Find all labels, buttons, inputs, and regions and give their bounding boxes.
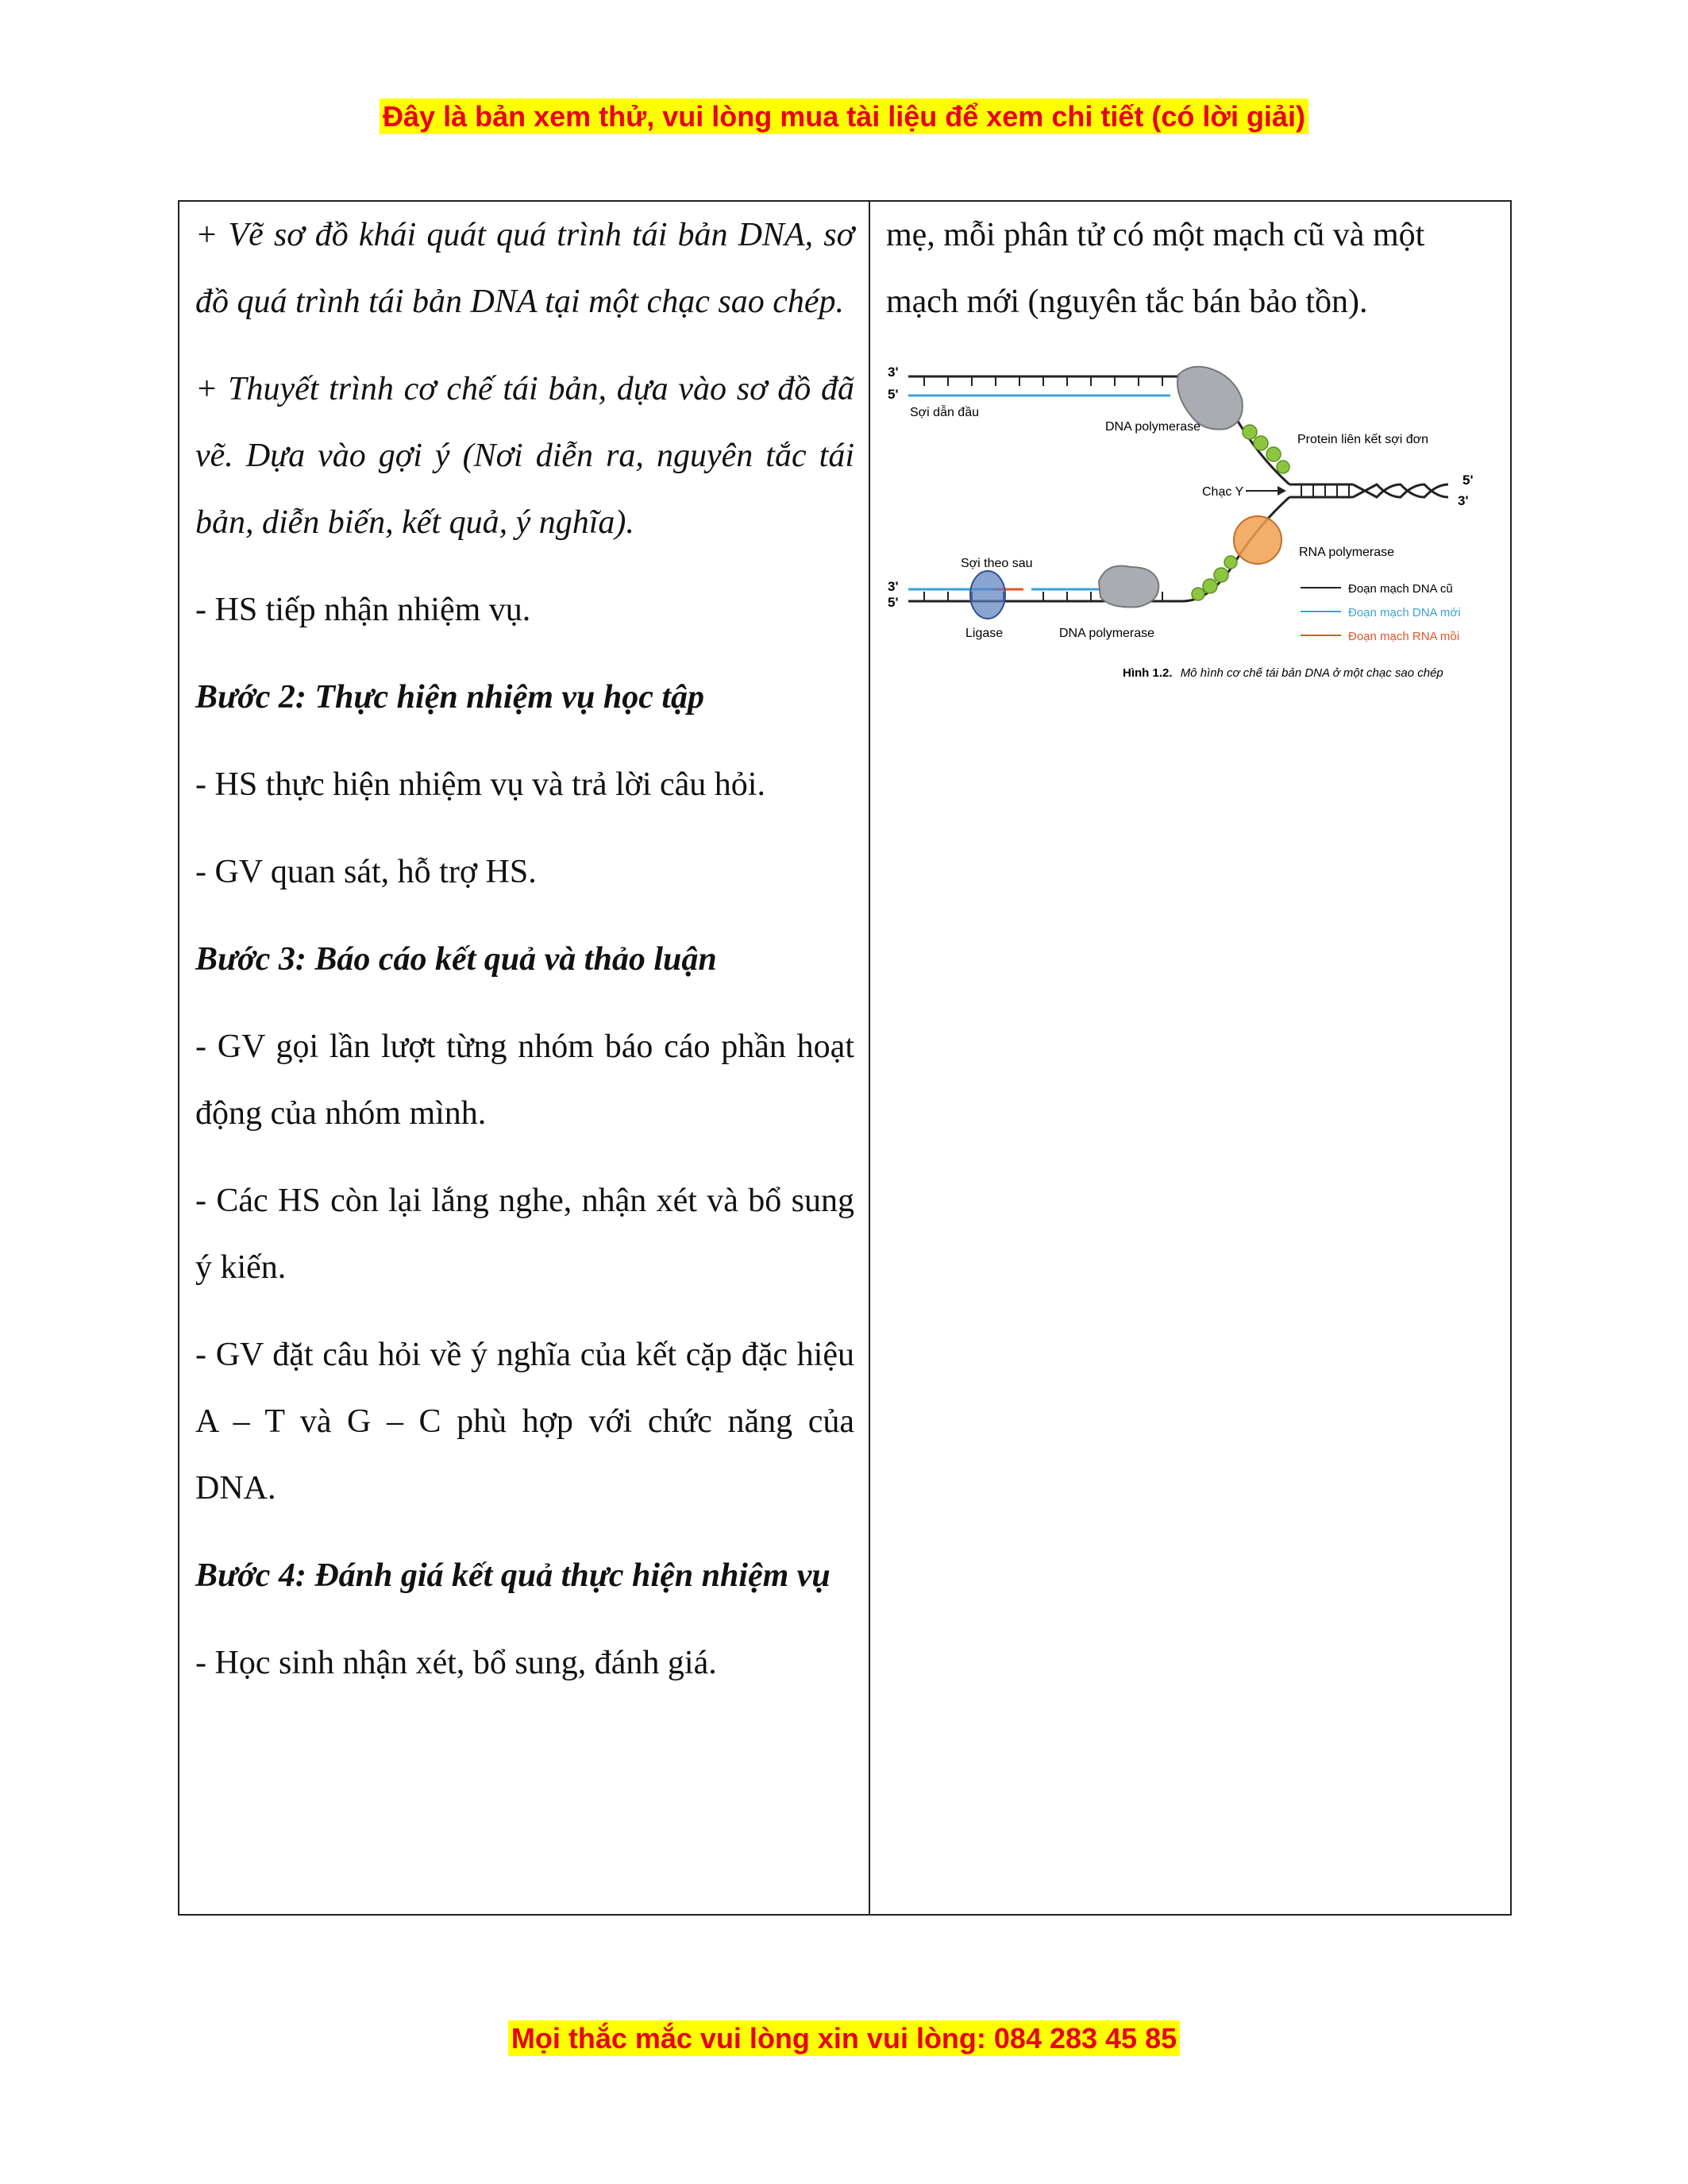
step3-line2: - Các HS còn lại lắng nghe, nhận xét và bổ sung ý kiến. bbox=[195, 1183, 854, 1286]
label-5-right: 5' bbox=[1463, 473, 1474, 488]
left-column bbox=[195, 202, 854, 1717]
label-ligase: Ligase bbox=[965, 627, 1004, 640]
step4-title: Bước 4: Đánh giá kết quả thực hiện nhiệm vụ bbox=[195, 1557, 831, 1594]
label-leading: Sợi dẫn đầu bbox=[910, 406, 979, 419]
step3-line3: - GV đặt câu hỏi về ý nghĩa của kết cặp đặc hiệu A – T và G – C phù hợp với chức năng của DNA. bbox=[195, 1337, 854, 1507]
right-column bbox=[886, 202, 1497, 356]
fork-duplex-rungs bbox=[1301, 484, 1349, 497]
step2-line1: - HS thực hiện nhiệm vụ và trả lời câu hỏi. bbox=[195, 766, 765, 803]
dna-polymerase-bottom bbox=[1099, 565, 1158, 607]
top-old-ticks bbox=[924, 376, 1162, 386]
step4-line1: - Học sinh nhận xét, bổ sung, đánh giá. bbox=[195, 1645, 717, 1681]
semi-conservative-text: mẹ, mỗi phân tử có một mạch cũ và một mạch mới (nguyên tắc bán bảo tồn). bbox=[886, 217, 1425, 320]
rna-polymerase-enzyme bbox=[1234, 516, 1281, 564]
step2-title: Bước 2: Thực hiện nhiệm vụ học tập bbox=[195, 679, 705, 716]
legend-new-label: Đoạn mạch DNA mới bbox=[1348, 606, 1461, 619]
label-fork: Chạc Y bbox=[1202, 485, 1244, 499]
task-draw: + Vẽ sơ đồ khái quát quá trình tái bản DNA, sơ đồ quá trình tái bản DNA tại một chạc sao chép. bbox=[195, 217, 854, 320]
ligase-enzyme bbox=[970, 571, 1005, 619]
column-divider bbox=[869, 202, 870, 1914]
figure-caption bbox=[1123, 666, 1443, 680]
caption-text: Mô hình cơ chế tái bản DNA ở một chạc sao chép bbox=[1180, 666, 1443, 680]
label-dna-pol-bottom: DNA polymerase bbox=[1059, 627, 1155, 640]
fork-pointer-head bbox=[1278, 486, 1286, 496]
ssb-proteins-bottom bbox=[1192, 556, 1237, 600]
label-dna-pol-top: DNA polymerase bbox=[1105, 420, 1201, 434]
contact-footer-text: Mọi thắc mắc vui lòng xin vui lòng: 084 283 45 85 bbox=[508, 2020, 1180, 2056]
receive-task: - HS tiếp nhận nhiệm vụ. bbox=[195, 592, 531, 628]
label-3-top: 3' bbox=[888, 365, 899, 380]
preview-notice-text: Đây là bản xem thử, vui lòng mua tài liệu để xem chi tiết (có lời giải) bbox=[380, 98, 1308, 134]
label-rna-pol: RNA polymerase bbox=[1299, 546, 1395, 559]
preview-notice bbox=[0, 100, 1688, 133]
step3-title: Bước 3: Báo cáo kết quả và thảo luận bbox=[195, 941, 717, 978]
label-3-right: 3' bbox=[1458, 493, 1469, 508]
caption-number: Hình 1.2. bbox=[1123, 666, 1173, 680]
label-lagging: Sợi theo sau bbox=[961, 557, 1033, 570]
replication-fork-diagram bbox=[884, 359, 1496, 693]
legend-old-label: Đoạn mạch DNA cũ bbox=[1348, 582, 1453, 596]
legend-rna-label: Đoạn mạch RNA mồi bbox=[1348, 630, 1460, 643]
step2-line2: - GV quan sát, hỗ trợ HS. bbox=[195, 854, 537, 890]
dna-replication-figure bbox=[884, 359, 1496, 693]
contact-footer bbox=[0, 2022, 1688, 2055]
label-ssb: Protein liên kết sợi đơn bbox=[1297, 433, 1429, 446]
label-3-bottom: 3' bbox=[888, 579, 899, 594]
task-present: + Thuyết trình cơ chế tái bản, dựa vào sơ đồ đã vẽ. Dựa vào gợi ý (Nơi diễn ra, nguyên tắc tái bản, diễn biến, kết quả, ý nghĩa). bbox=[195, 371, 854, 541]
step3-line1: - GV gọi lần lượt từng nhóm báo cáo phần hoạt động của nhóm mình. bbox=[195, 1028, 854, 1132]
ssb-proteins-top bbox=[1243, 425, 1289, 473]
double-helix-b bbox=[1353, 484, 1448, 497]
label-5-top: 5' bbox=[888, 387, 899, 402]
label-5-bottom: 5' bbox=[888, 595, 899, 610]
